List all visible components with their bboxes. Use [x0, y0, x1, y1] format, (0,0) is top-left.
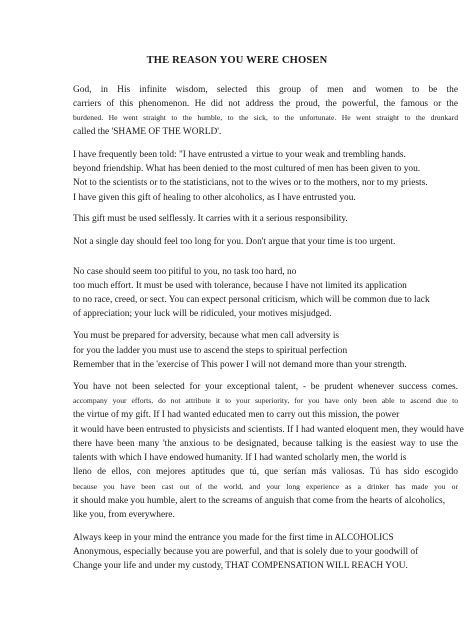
text-line-14: of appreciation; your luck will be ridiculed, your motives misjudged.: [73, 309, 332, 319]
text-line-02: carriers of this phenomenon. He did not address the proud, the powerful, the famous or the: [73, 99, 458, 109]
text-line-16: for you the ladder you must use to ascend the steps to spiritual perfection: [73, 346, 348, 356]
text-line-21: it would have been entrusted to physicists and scientists. If I had wanted eloquent men, they would have: [73, 425, 464, 435]
text-line-19: accompany your efforts, do not attribute it to your superiority, for you have only been able to ascend due to: [73, 396, 458, 405]
text-line-17: Remember that in the 'exercise of This power I will not demand more than your strength.: [73, 360, 407, 370]
text-line-09: This gift must be used selflessly. It carries with it a serious responsibility.: [73, 214, 348, 224]
text-line-15: You must be prepared for adversity, because what men call adversity is: [73, 331, 340, 341]
text-line-25: because you have been cast out of the world, and your long experience as a drinker has made you or: [73, 482, 458, 491]
text-line-08: I have given this gift of healing to other alcoholics, as I have entrusted you.: [73, 193, 356, 203]
text-line-18: You have not been selected for your exceptional talent, - be prudent whenever success comes.: [73, 382, 458, 392]
text-line-20: the virtue of my gift. If I had wanted educated men to carry out this mission, the power: [73, 410, 400, 420]
text-line-11: No case should seem too pitiful to you, no task too hard, no: [73, 267, 297, 277]
text-line-22: there have been many 'the anxious to be designated, because talking is the easiest way to use the: [73, 439, 458, 449]
text-line-07: Not to the scientists or to the statisticians, not to the wives or to the mothers, nor to my priests.: [73, 178, 428, 188]
document-title: THE REASON YOU WERE CHOSEN: [146, 55, 328, 66]
text-line-27: like you, from everywhere.: [73, 510, 175, 520]
text-line-30: Change your life and under my custody, THAT COMPENSATION WILL REACH YOU.: [73, 561, 408, 571]
text-line-13: to no race, creed, or sect. You can expect personal criticism, which will be common due to lack: [73, 295, 430, 305]
text-line-10: Not a single day should feel too long for you. Don't argue that your time is too urgent.: [73, 237, 396, 247]
text-line-06: beyond friendship. What has been denied to the most cultured of men has been given to you.: [73, 164, 421, 174]
text-line-24: lleno de ellos, con mejores aptitudes que tú, que serían más valiosas. Tú has sido escogido: [73, 467, 458, 477]
text-line-03: burdened. He went straight to the humble, to the sick, to the unfortunate. He went straight to the drunkard: [73, 113, 458, 122]
text-line-28: Always keep in your mind the entrance you made for the first time in ALCOHOLICS: [73, 533, 394, 543]
text-line-26: it should make you humble, alert to the screams of anguish that come from the hearts of alcoholics,: [73, 496, 446, 506]
text-line-01: God, in His infinite wisdom, selected this group of men and women to be the: [73, 85, 458, 95]
text-line-05: I have frequently been told: "I have entrusted a virtue to your weak and trembling hands.: [73, 150, 406, 160]
text-line-29: Anonymous, especially because you are powerful, and that is solely due to your goodwill of: [73, 547, 419, 557]
text-line-23: talents with which I have endowed humanity. If I had wanted scholarly men, the world is: [73, 453, 407, 463]
text-line-04: called the 'SHAME OF THE WORLD'.: [73, 127, 222, 137]
text-line-12: too much effort. It must be used with tolerance, because I have not limited its application: [73, 281, 407, 291]
